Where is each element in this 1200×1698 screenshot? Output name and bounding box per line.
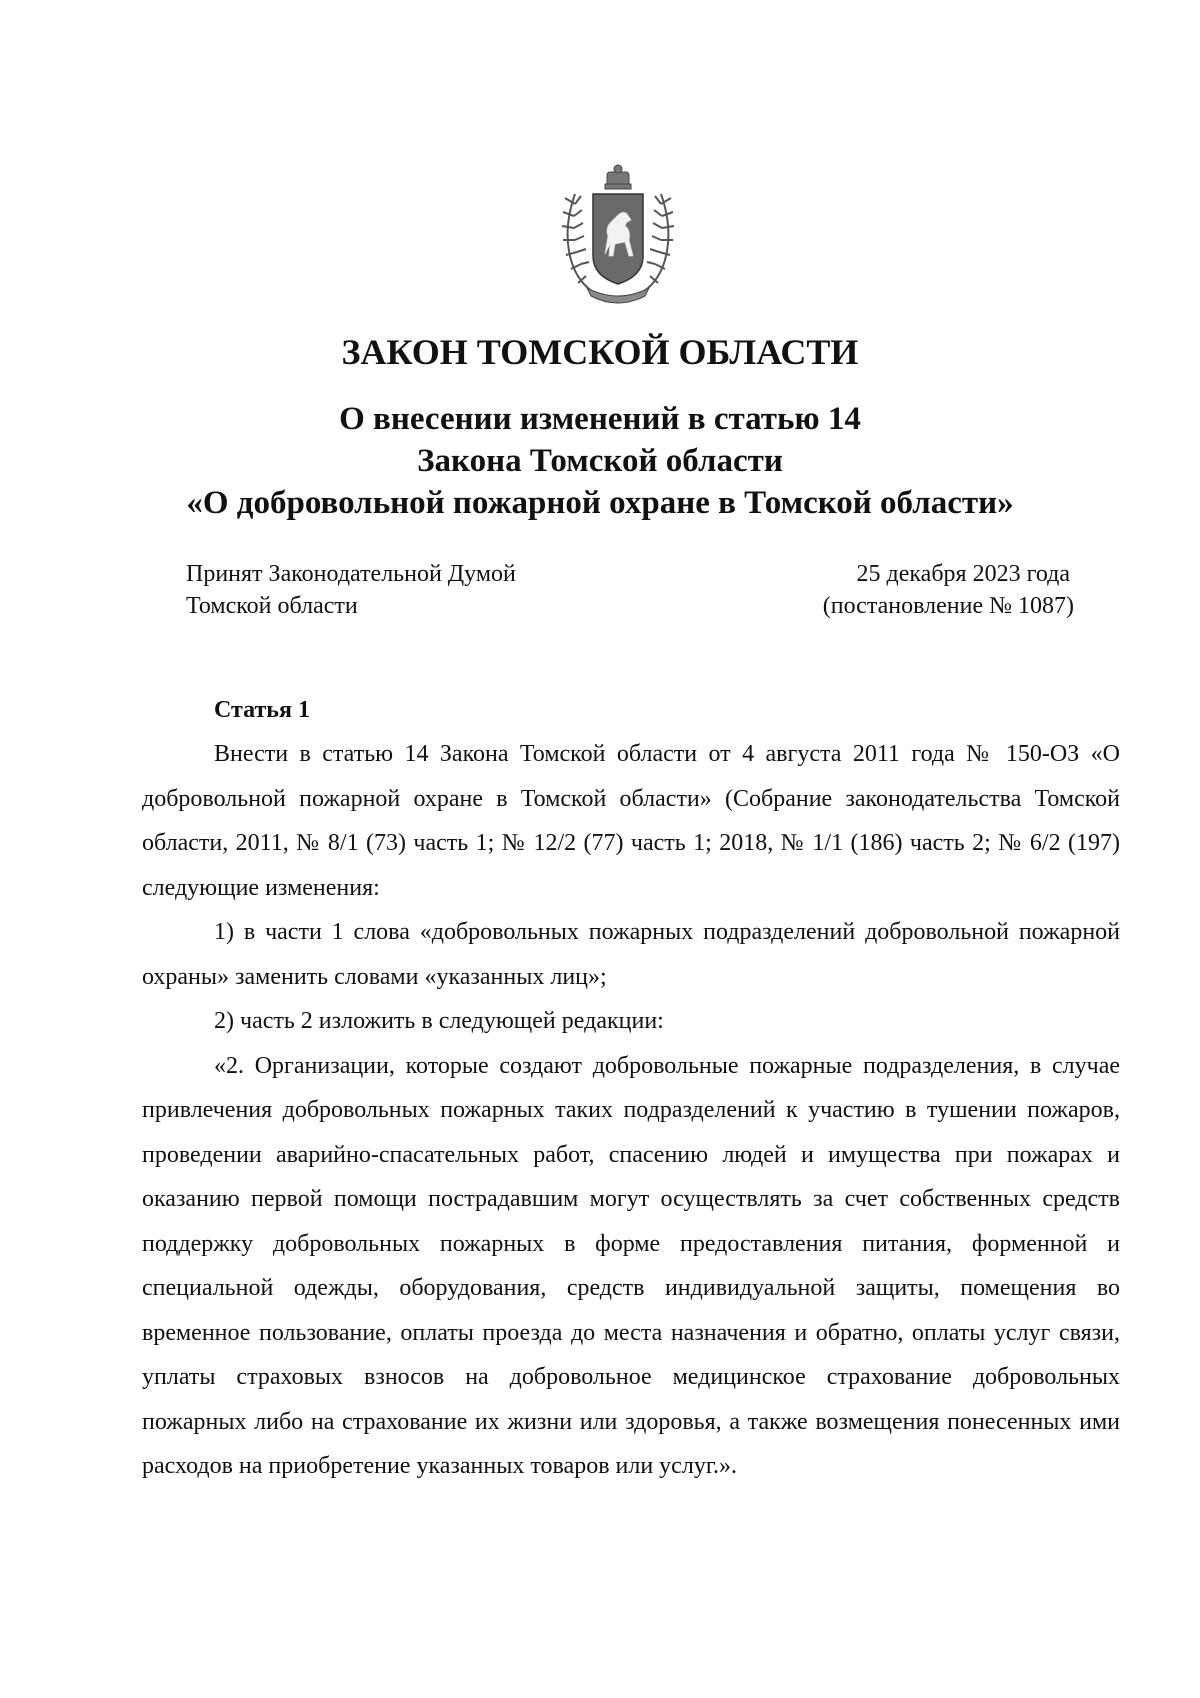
document-subtitle: [0, 398, 1200, 524]
adopted-by: [186, 558, 516, 622]
adopted-by-line: Принят Законодательной Думой: [186, 561, 516, 587]
subtitle-line: О внесении изменений в статью 14: [339, 401, 861, 437]
article-paragraph: 2) часть 2 изложить в следующей редакции:: [214, 1008, 664, 1034]
adoption-date: 25 декабря 2023 года: [856, 561, 1070, 587]
document-title: ЗАКОН ТОМСКОЙ ОБЛАСТИ: [341, 332, 859, 372]
article-paragraph: «2. Организации, которые создают добровольные пожарные подразделения, в случае привлечения добровольных пожарных таких подразделений к участию в тушении пожаров, проведении аварийно-спасательных работ, спасению людей и имущества при пожарах и оказанию первой помощи пострадавшим могут осуществлять за счет собственных средств поддержку добровольных пожарных в форме предоставления питания, форменной и специальной одежды, оборудования, средств индивидуальной защиты, помещения во временное пользование, оплаты проезда до места назначения и обратно, оплаты услуг связи, уплаты страховых взносов на добровольное медицинское страхование добровольных пожарных либо на страхование их жизни или здоровья, а также возмещения понесенных ими расходов на приобретение указанных товаров или услуг.».: [142, 1052, 1120, 1479]
subtitle-line: Закона Томской области: [417, 443, 783, 479]
adopted-by-line: Томской области: [186, 593, 358, 619]
article-heading: Статья 1: [214, 697, 310, 723]
resolution-number: (постановление № 1087): [822, 593, 1074, 619]
subtitle-line: «О добровольной пожарной охране в Томской области»: [186, 485, 1014, 521]
coat-of-arms-icon: [553, 164, 683, 304]
adoption-details: [823, 558, 1074, 622]
article-paragraph: Внести в статью 14 Закона Томской области от 4 августа 2011 года № 150-ОЗ «О добровольной пожарной охране в Томской области» (Собрание законодательства Томской области, 2011, № 8/1 (73) часть 1; № 12/2 (77) часть 1; 2018, № 1/1 (186) часть 2; № 6/2 (197) следующие изменения:: [142, 741, 1120, 901]
article-body: [142, 732, 1120, 1489]
article-paragraph: 1) в части 1 слова «добровольных пожарных подразделений добровольной пожарной охраны» заменить словами «указанных лиц»;: [142, 919, 1120, 990]
